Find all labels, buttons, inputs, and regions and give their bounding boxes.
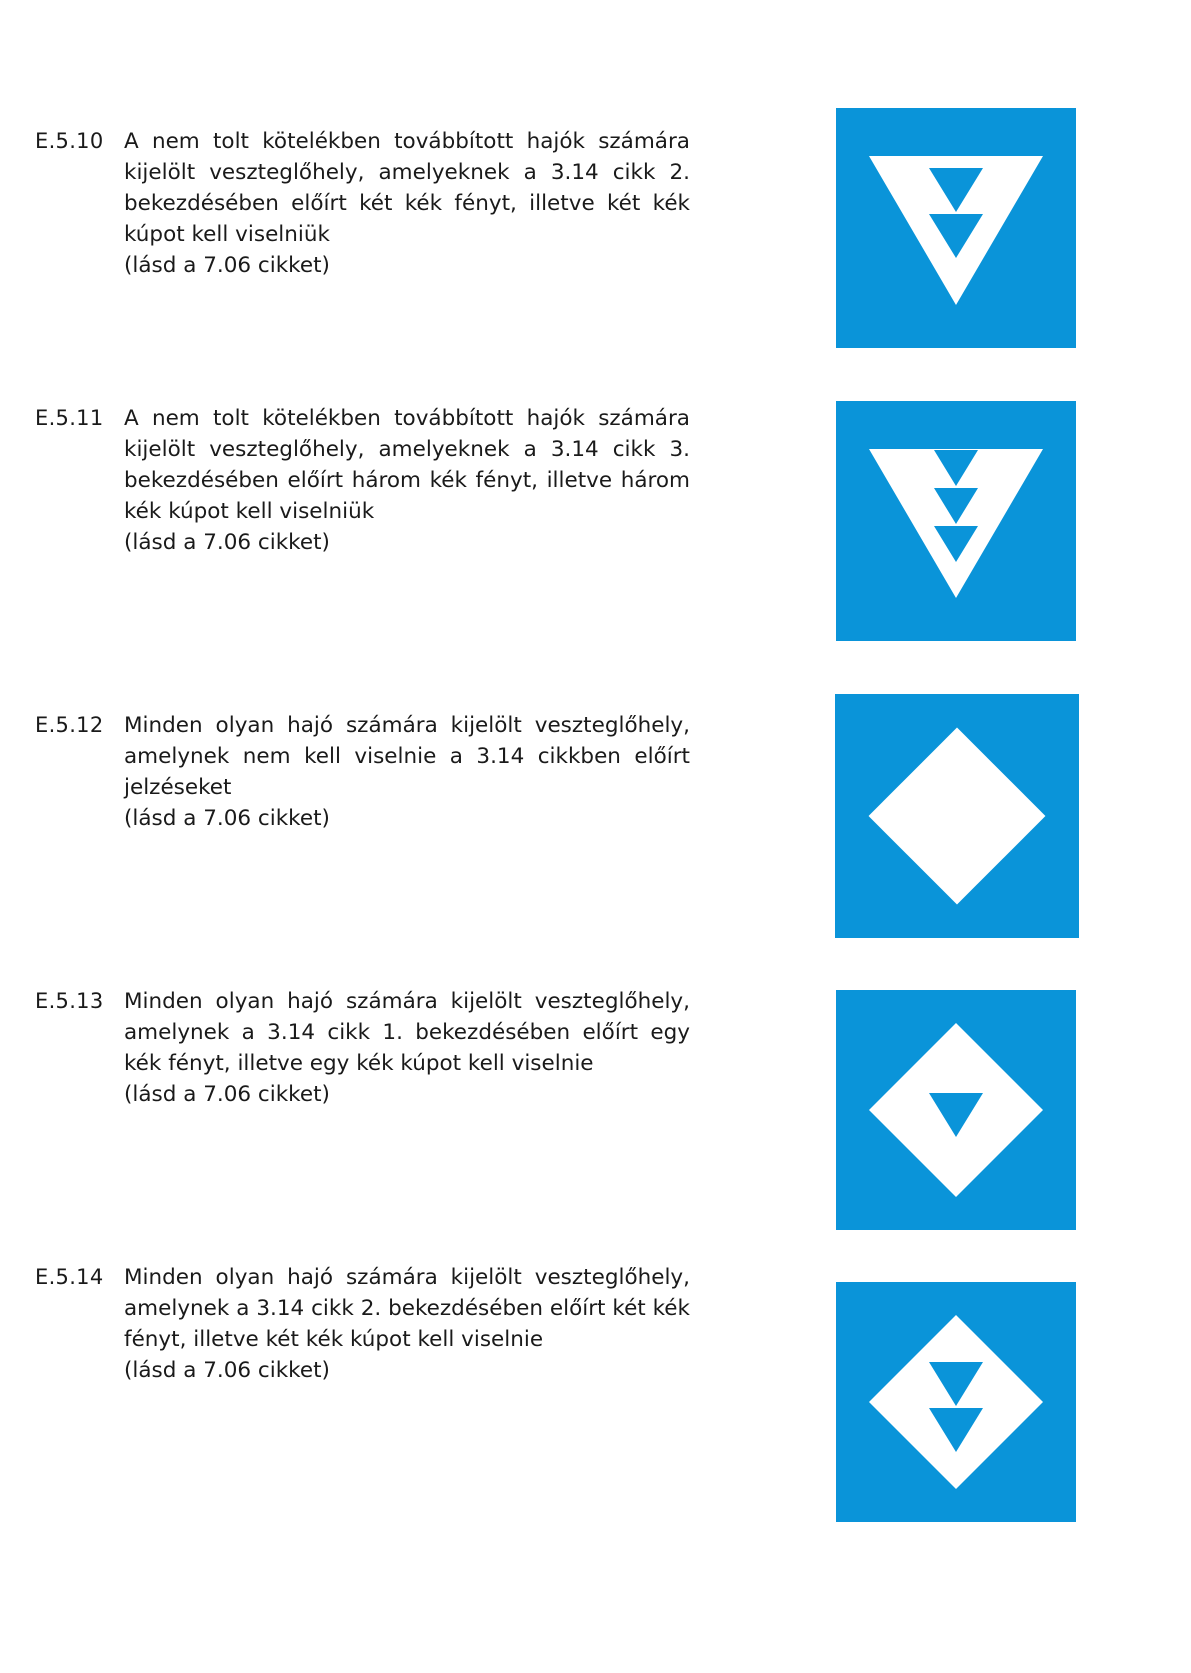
sign-diamond-no-cones (835, 694, 1079, 938)
sign-entry-e5-14 (0, 1262, 1191, 1522)
entry-text (124, 126, 690, 281)
sign-diamond-two-cones (836, 1282, 1076, 1522)
entry-text (124, 986, 690, 1110)
entry-reference: (lásd a 7.06 cikket) (124, 806, 330, 831)
entry-code: E.5.12 (35, 713, 104, 737)
entry-text (124, 403, 690, 558)
entry-description: A nem tolt kötelékben továbbított hajók számára kijelölt veszteglőhely, amelyeknek a 3.14 cikk 3. bekezdésében előírt három kék fényt, illetve három kék kúpot kell viselniük (124, 406, 690, 524)
entry-code: E.5.10 (35, 129, 104, 153)
entry-code: E.5.13 (35, 989, 104, 1013)
sign-graphic (836, 401, 1076, 641)
sign-graphic (835, 694, 1079, 938)
entry-text (124, 1262, 690, 1386)
entry-code: E.5.11 (35, 406, 104, 430)
entry-description: A nem tolt kötelékben továbbított hajók számára kijelölt veszteglőhely, amelyeknek a 3.14 cikk 2. bekezdésében előírt két kék fényt, illetve két kék kúpot kell viselniük (124, 129, 690, 247)
sign-entry-e5-11 (0, 403, 1191, 663)
sign-entry-e5-12 (0, 710, 1191, 970)
sign-graphic (836, 1282, 1076, 1522)
entry-description: Minden olyan hajó számára kijelölt veszteglőhely, amelynek nem kell viselnie a 3.14 cikkben előírt jelzéseket (124, 713, 690, 800)
entry-reference: (lásd a 7.06 cikket) (124, 1358, 330, 1383)
sign-entry-e5-10 (0, 126, 1191, 386)
entry-code: E.5.14 (35, 1265, 104, 1289)
sign-triangle-two-cones (836, 108, 1076, 348)
sign-entry-e5-13 (0, 986, 1191, 1246)
entry-description: Minden olyan hajó számára kijelölt veszteglőhely, amelynek a 3.14 cikk 2. bekezdésében előírt két kék fényt, illetve két kék kúpot kell viselnie (124, 1265, 690, 1352)
white-diamond (869, 728, 1046, 905)
sign-triangle-three-cones (836, 401, 1076, 641)
sign-diamond-one-cone (836, 990, 1076, 1230)
sign-graphic (836, 108, 1076, 348)
sign-graphic (836, 990, 1076, 1230)
entry-reference: (lásd a 7.06 cikket) (124, 253, 330, 278)
entry-reference: (lásd a 7.06 cikket) (124, 1082, 330, 1107)
entry-reference: (lásd a 7.06 cikket) (124, 530, 330, 555)
entry-text (124, 710, 690, 834)
entry-description: Minden olyan hajó számára kijelölt veszteglőhely, amelynek a 3.14 cikk 1. bekezdésében előírt egy kék fényt, illetve egy kék kúpot kell viselnie (124, 989, 690, 1076)
